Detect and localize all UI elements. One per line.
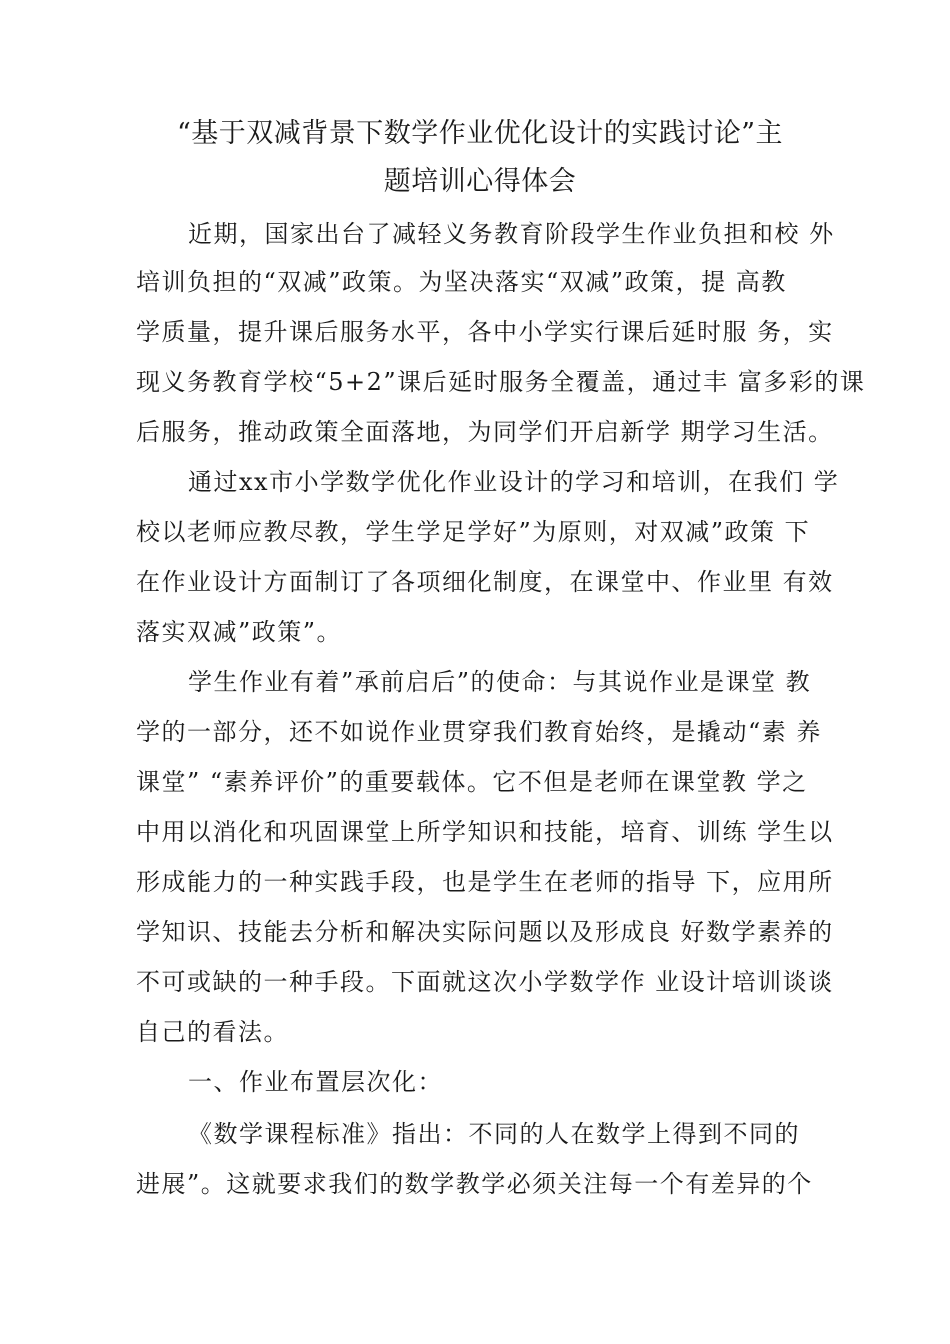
paragraph-1-line-1: 近期，国家出台了减轻义务教育阶段学生作业负担和校 外 [188,220,835,248]
paragraph-2-line-3: 在作业设计方面制订了各项细化制度，在课堂中、作业里 有效 [136,568,834,596]
paragraph-2-line-4: 落实双减”政策”。 [136,618,343,646]
paragraph-4-line-1: 《数学课程标准》指出：不同的人在数学上得到不同的 [188,1120,800,1148]
paragraph-1-line-3: 学质量，提升课后服务水平，各中小学实行课后延时服 务，实 [136,318,834,346]
document-title-line-1: “基于双减背景下数学作业优化设计的实践讨论”主 [176,118,784,149]
paragraph-3-line-1: 学生作业有着”承前启后”的使命：与其说作业是课堂 教 [188,668,812,696]
paragraph-1-line-4: 现义务教育学校“5+2”课后延时服务全覆盖，通过丰 富多彩的课 [136,368,866,396]
paragraph-4-line-2: 进展”。这就要求我们的数学教学必须关注每一个有差异的个 [136,1170,813,1198]
paragraph-3-line-6: 学知识、技能去分析和解决实际问题以及形成良 好数学素养的 [136,918,834,946]
paragraph-3-line-8: 自己的看法。 [136,1018,289,1046]
paragraph-3-line-5: 形成能力的一种实践手段，也是学生在老师的指导 下，应用所 [136,868,834,896]
paragraph-3-line-3: 课堂” “素养评价”的重要载体。它不但是老师在课堂教 学之 [136,768,808,796]
paragraph-2-line-2: 校以老师应教尽教，学生学足学好”为原则，对双减”政策 下 [136,518,811,546]
paragraph-2-line-1: 通过xx市小学数学优化作业设计的学习和培训，在我们 学 [188,468,840,496]
document-title-line-2: 题培训心得体会 [383,166,577,197]
paragraph-3-line-4: 中用以消化和巩固课堂上所学知识和技能，培育、训练 学生以 [136,818,834,846]
section-heading-1: 一、作业布置层次化： [188,1068,443,1096]
paragraph-3-line-2: 学的一部分，还不如说作业贯穿我们教育始终，是撬动“素 养 [136,718,822,746]
paragraph-3-line-7: 不可或缺的一种手段。下面就这次小学数学作 业设计培训谈谈 [136,968,834,996]
paragraph-1-line-2: 培训负担的“双减”政策。为坚决落实“双减”政策，提 高教 [136,268,787,296]
paragraph-1-line-5: 后服务，推动政策全面落地，为同学们开启新学 期学习生活。 [136,418,834,446]
